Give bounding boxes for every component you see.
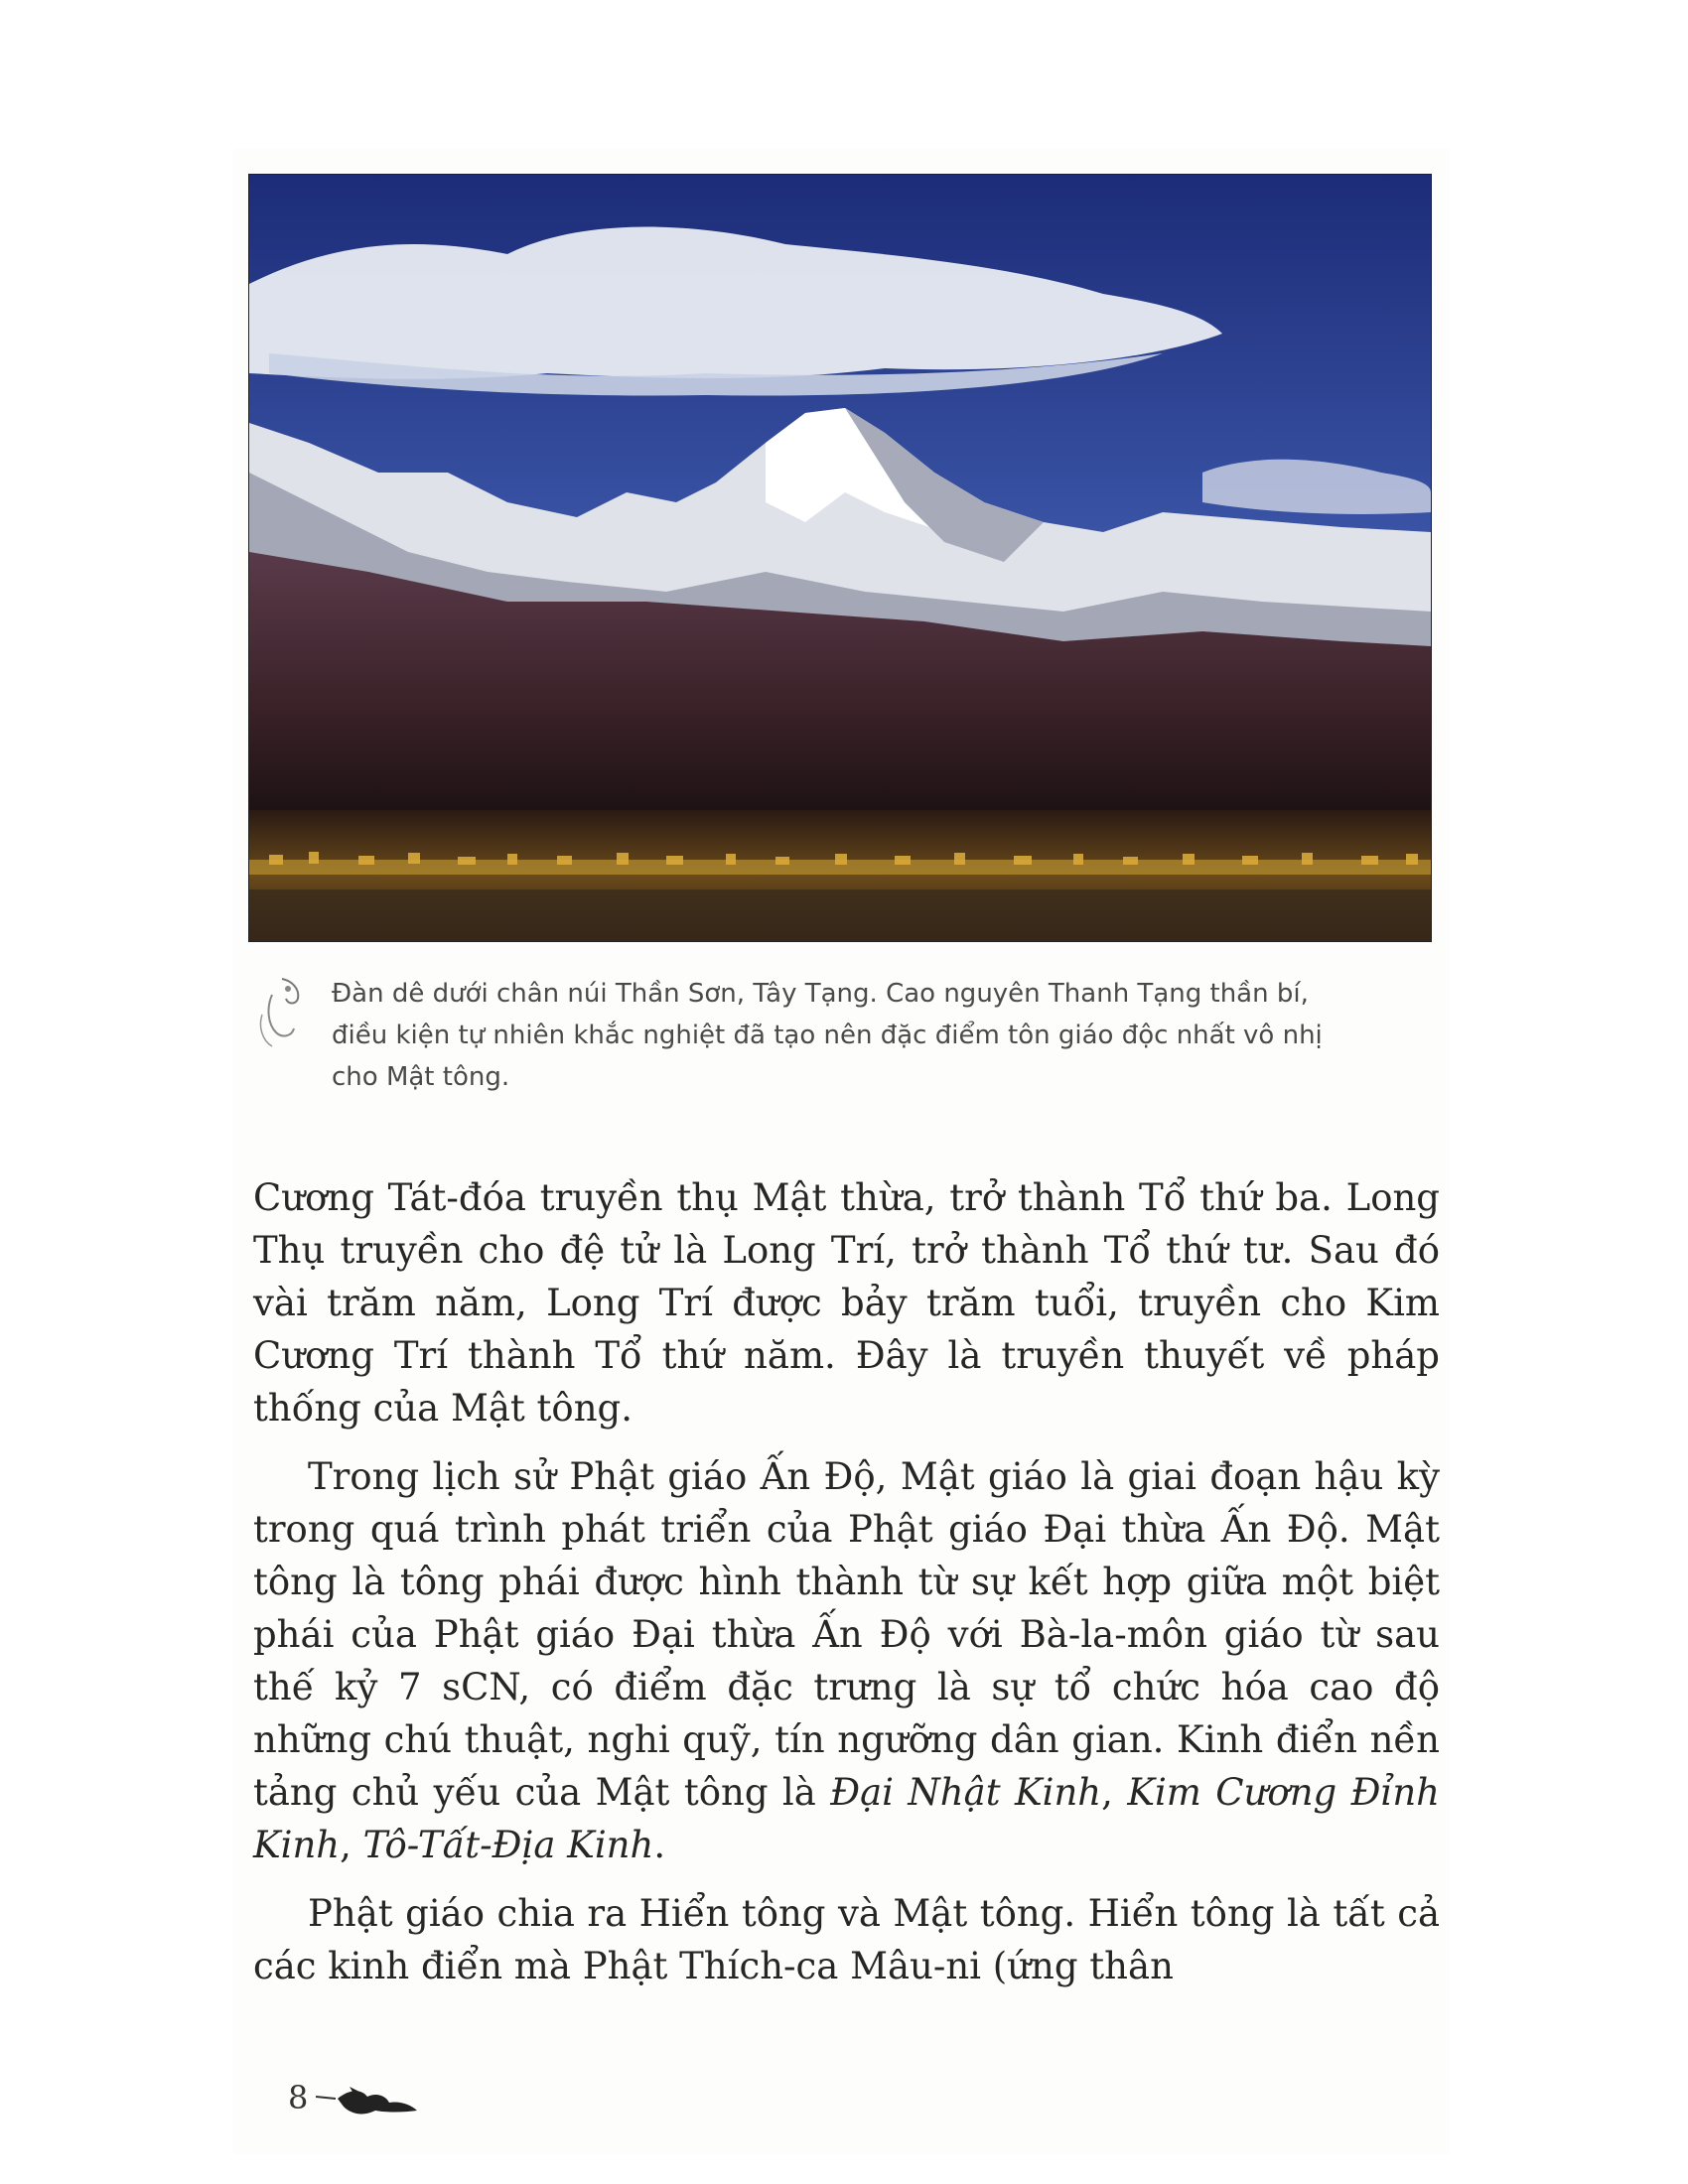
page-footer — [288, 2075, 447, 2124]
scripture-title-3: Tô-Tất-Địa Kinh — [362, 1824, 654, 1866]
mountain-photo — [248, 174, 1432, 942]
caption-line: cho Mật tông. — [332, 1062, 510, 1092]
paragraph-end: . — [653, 1824, 666, 1866]
paragraph-2-text: Trong lịch sử Phật giáo Ấn Độ, Mật giáo là giai đoạn hậu kỳ trong quá trình phát triển của Phật giáo Đại thừa Ấn Độ. Mật tông là tông phái được hình thành từ sự kết hợp giữa một biệt phái của Phật giáo Đại thừa Ấn Độ với Bà-la-môn giáo từ sau thế kỷ 7 sCN, có điểm đặc trưng là sự tổ chức hóa cao độ những chú thuật, nghi quỹ, tín ngưỡng dân gian. Kinh điển nền tảng chủ yếu của Mật tông là — [253, 1455, 1440, 1814]
paragraph-2 — [253, 1450, 1440, 1871]
scripture-title-2: Kim Cương Đỉnh Kinh — [253, 1771, 1441, 1866]
caption-line: điều kiện tự nhiên khắc nghiệt đã tạo nên đặc điểm tôn giáo độc nhất vô nhị — [332, 1021, 1323, 1050]
paragraph-1: Cương Tát-đóa truyền thụ Mật thừa, trở thành Tổ thứ ba. Long Thụ truyền cho đệ tử là Long Trí, trở thành Tổ thứ tư. Sau đó vài trăm năm, Long Trí được bảy trăm tuổi, truyền cho Kim Cương Trí thành Tổ thứ năm. Đây là truyền thuyết về pháp thống của Mật tông. — [253, 1176, 1440, 1430]
caption-line: Đàn dê dưới chân núi Thần Sơn, Tây Tạng. Cao nguyên Thanh Tạng thần bí, — [332, 979, 1309, 1009]
page-number: 8 — [288, 2079, 309, 2116]
body-text — [253, 1171, 1440, 2008]
figure-ornament-icon — [252, 975, 310, 1050]
scripture-title-1: Đại Nhật Kinh — [830, 1771, 1102, 1814]
separator: , — [340, 1824, 363, 1866]
separator: , — [1101, 1771, 1128, 1814]
photo-caption — [252, 973, 1444, 1102]
paragraph-3: Phật giáo chia ra Hiển tông và Mật tông. Hiển tông là tất cả các kinh điển mà Phật Thích-ca Mâu-ni (ứng thân — [253, 1892, 1440, 1987]
bird-ornament-icon — [316, 2083, 435, 2122]
